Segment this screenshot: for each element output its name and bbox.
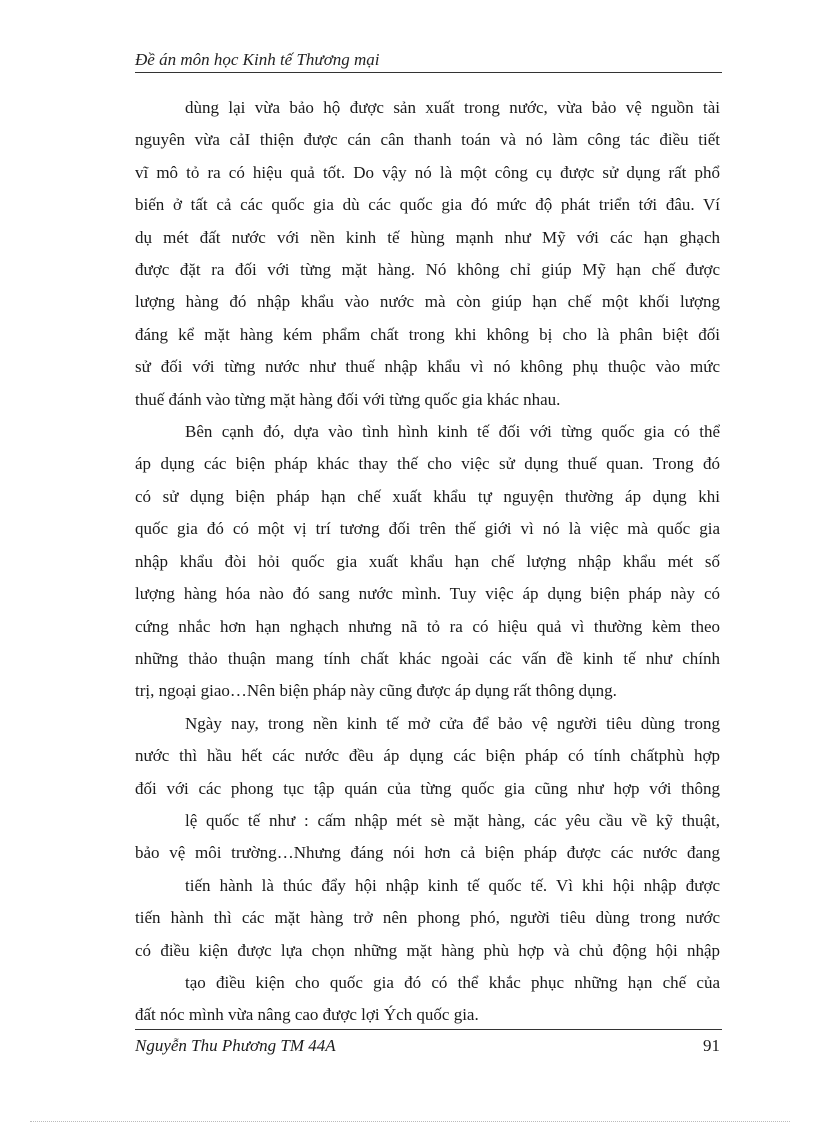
text-line: tiến hành là thúc đẩy hội nhập kinh tế quốc tế. Vì khi hội nhập được: [185, 875, 720, 895]
text-line: đối với các phong tục tập quán của từng quốc gia cũng như hợp với thông: [135, 778, 720, 798]
text-line: nhập khẩu đòi hỏi quốc gia xuất khẩu hạn chế lượng nhập khẩu mét số: [135, 551, 720, 571]
text-line: tạo điều kiện cho quốc gia đó có thể khắc phục những hạn chế của: [185, 972, 720, 992]
text-line: bảo vệ môi trường…Nhưng đáng nói hơn cả biện pháp được các nước đang: [135, 843, 720, 863]
text-line: lượng hàng đó nhập khẩu vào nước mà còn giúp hạn chế một khối lượng: [135, 292, 720, 312]
text-line: nước thì hầu hết các nước đều áp dụng các biện pháp có tính chấtphù hợp: [135, 746, 720, 766]
page-number: 91: [703, 1036, 720, 1055]
text-line: thuế đánh vào từng mặt hàng đối với từng quốc gia khác nhau.: [135, 389, 561, 409]
text-line: có sử dụng biện pháp hạn chế xuất khẩu tự nguyện thường áp dụng khi: [135, 486, 720, 506]
text-line: đáng kể mặt hàng kém phẩm chất trong khi không bị cho là phân biệt đối: [135, 324, 720, 344]
text-line: Bên cạnh đó, dựa vào tình hình kinh tế đối với từng quốc gia có thể: [185, 422, 720, 442]
text-line: có điều kiện được lựa chọn những mặt hàng phù hợp và chủ động hội nhập: [135, 940, 720, 960]
text-line: vĩ mô tỏ ra có hiệu quả tốt. Do vậy nó là một công cụ được sử dụng rất phổ: [135, 162, 720, 182]
text-line: sử đối với từng nước như thuế nhập khẩu vì nó không phụ thuộc vào mức: [135, 357, 720, 377]
page-bottom-border: [30, 1121, 790, 1122]
text-line: biến ở tất cả các quốc gia dù các quốc gia đó mức độ phát triển tới đâu. Ví: [135, 195, 720, 215]
text-line: cứng nhắc hơn hạn nghạch nhưng nã tỏ ra có hiệu quả vì thường kèm theo: [135, 616, 720, 636]
footer-author: Nguyễn Thu Phương TM 44A: [135, 1036, 336, 1055]
text-line: lệ quốc tế như : cấm nhập mét sè mặt hàng, các yêu cầu về kỹ thuật,: [185, 810, 720, 830]
text-line: dùng lại vừa bảo hộ được sản xuất trong nước, vừa bảo vệ nguồn tài: [185, 98, 720, 117]
text-line: Ngày nay, trong nền kinh tế mở cửa để bảo vệ người tiêu dùng trong: [185, 713, 720, 733]
footer-divider: [135, 1029, 722, 1030]
text-line: quốc gia đó có một vị trí tương đối trên thế giới vì nó là việc mà quốc gia: [135, 519, 720, 539]
text-line: trị, ngoại giao…Nên biện pháp này cũng được áp dụng rất thông dụng.: [135, 681, 617, 701]
text-line: những thảo thuận mang tính chất khác ngoài các vấn đề kinh tế như chính: [135, 648, 720, 668]
body-text: [135, 92, 720, 1032]
text-line: dụ mét đất nước với nền kinh tế hùng mạnh như Mỹ với các hạn ghạch: [135, 227, 720, 247]
text-line: được đặt ra đối với từng mặt hàng. Nó không chỉ giúp Mỹ hạn chế được: [135, 260, 720, 280]
text-line: áp dụng các biện pháp khác thay thế cho việc sử dụng thuế quan. Trong đó: [135, 454, 720, 474]
header-divider: [135, 72, 722, 73]
text-line: đất nóc mình vừa nâng cao được lợi Ých quốc gia.: [135, 1005, 479, 1025]
text-line: nguyên vừa cảI thiện được cán cân thanh toán và nó làm công tác điều tiết: [135, 130, 720, 150]
text-line: lượng hàng hóa nào đó sang nước mình. Tuy việc áp dụng biện pháp này có: [135, 584, 720, 604]
page-header-title: Đề án môn học Kinh tế Thương mại: [135, 50, 380, 69]
text-line: tiến hành thì các mặt hàng trở nên phong phó, người tiêu dùng trong nước: [135, 908, 720, 928]
